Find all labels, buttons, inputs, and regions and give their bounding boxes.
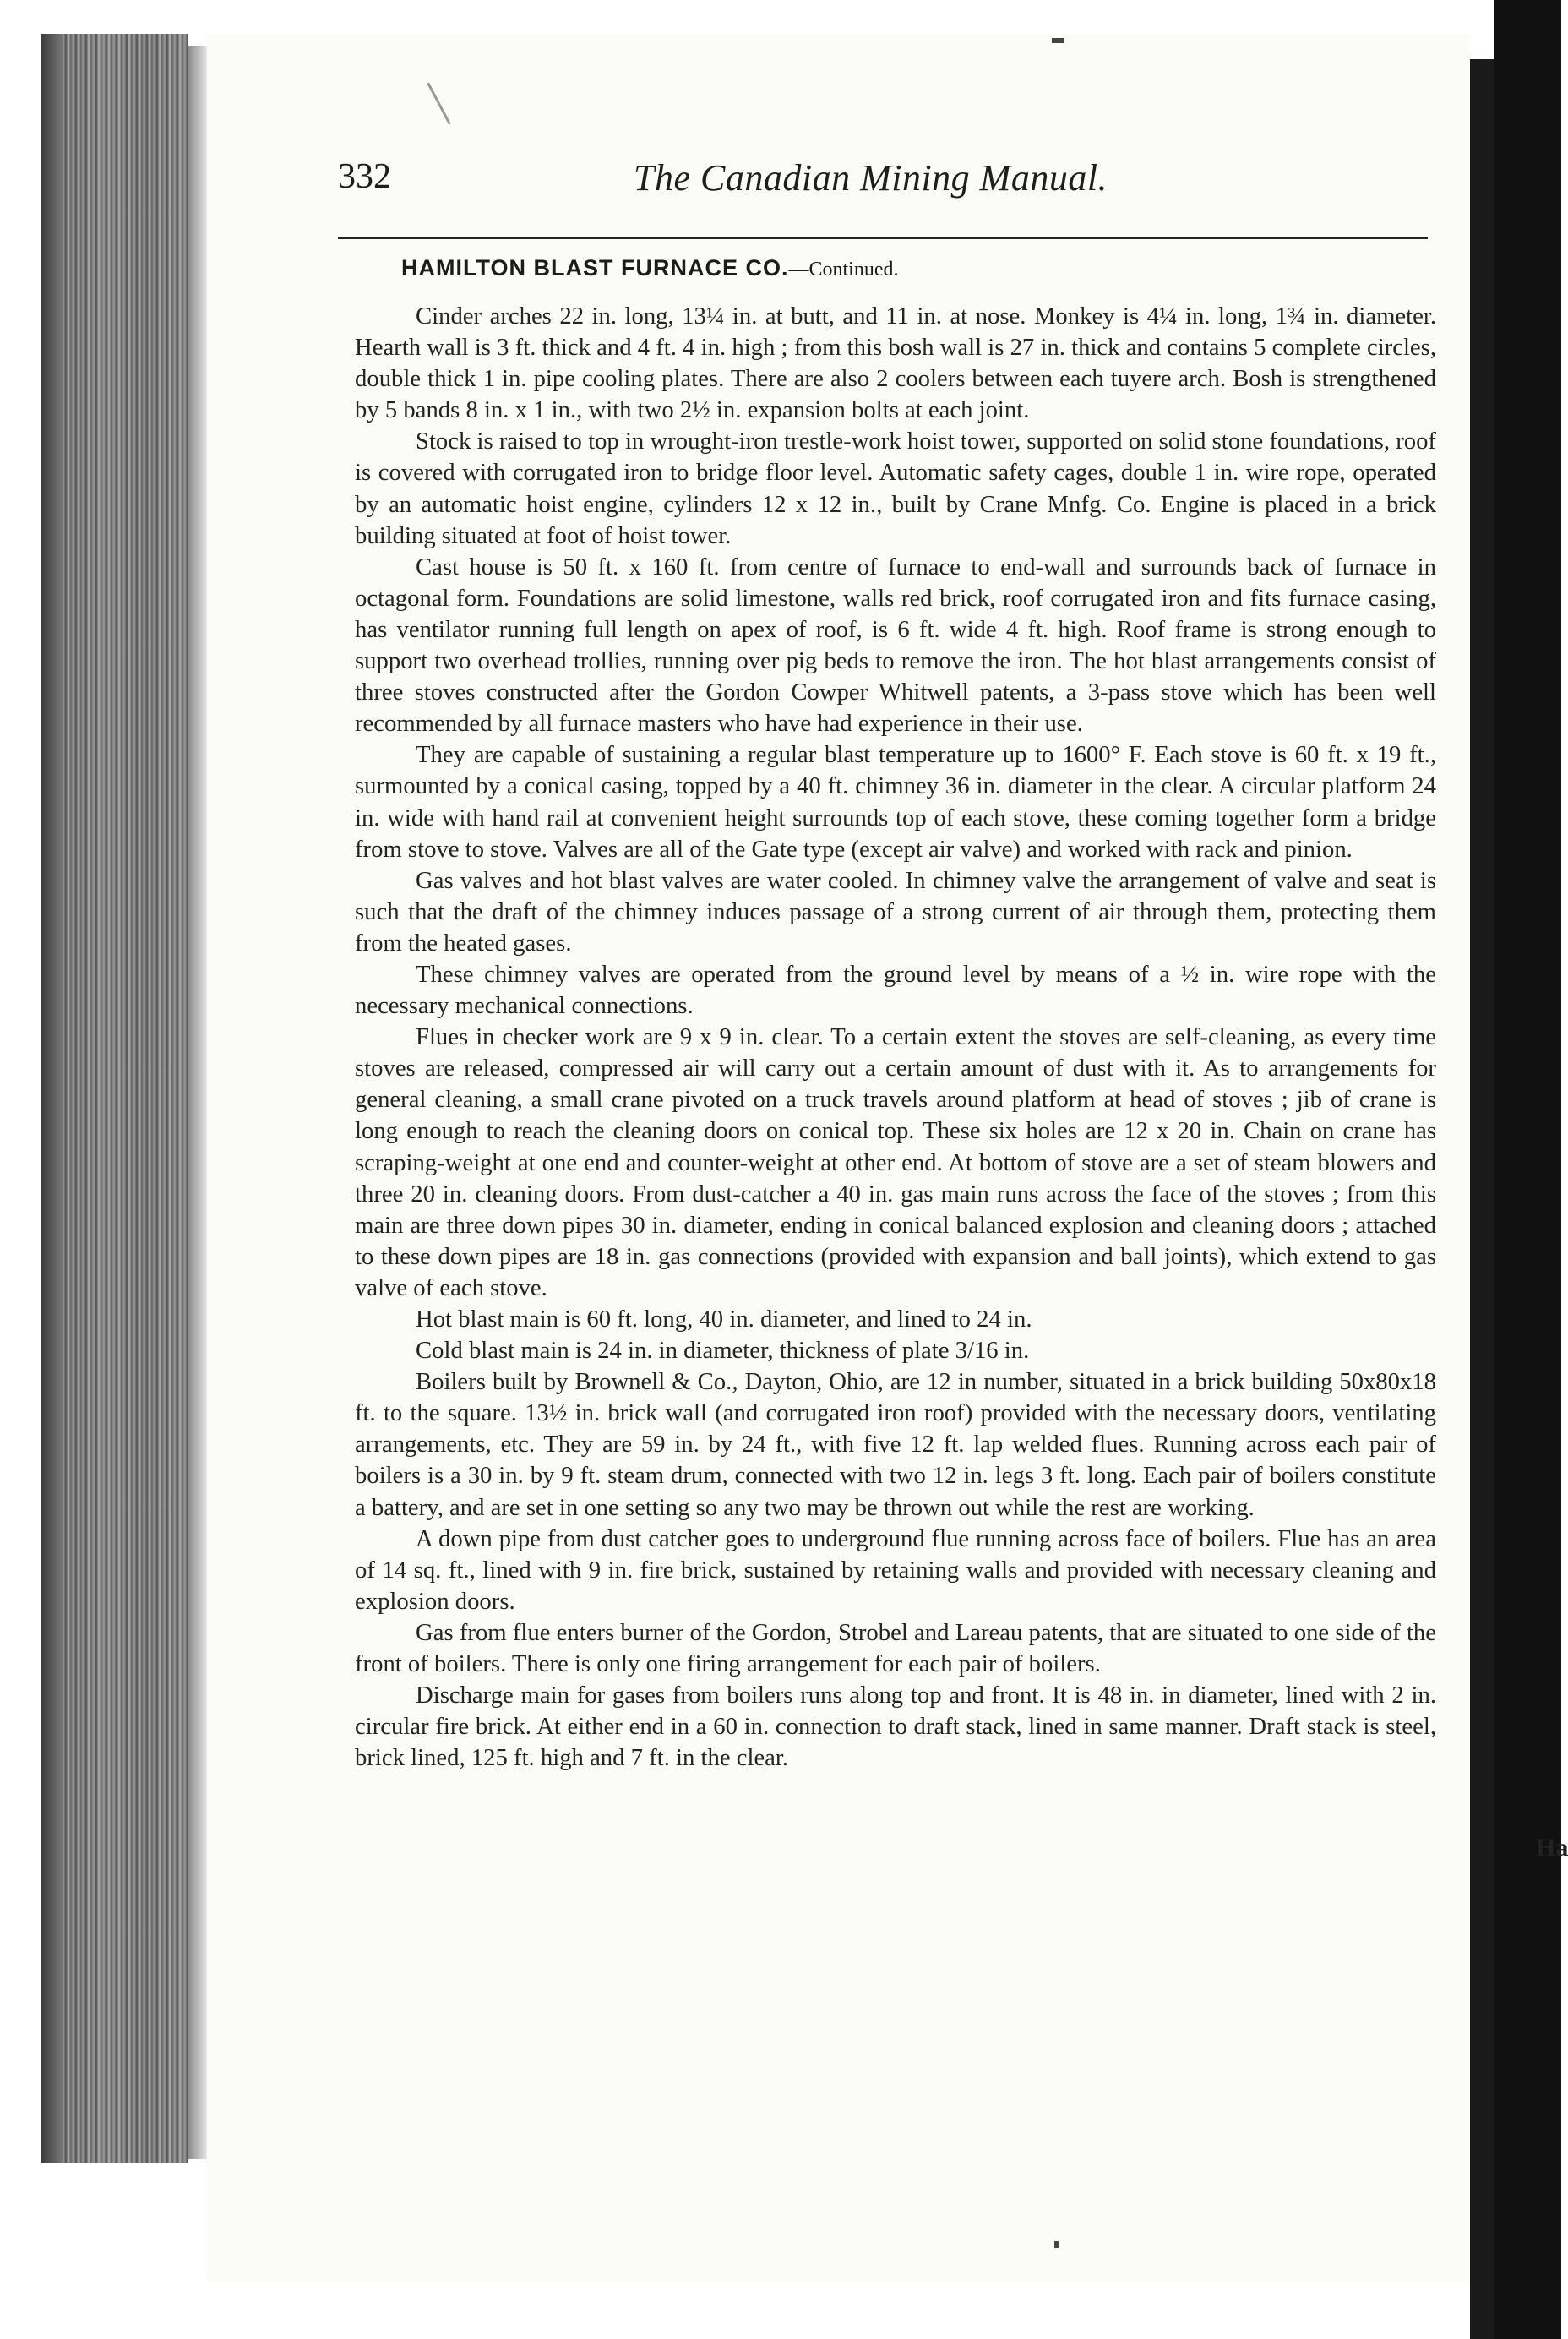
paragraph-flues: Flues in checker work are 9 x 9 in. clear. To a certain extent the stoves are self-cleaning, as every time stoves are released, compressed air will carry out a certain amount of dust with it. As to arrangements for general cleaning, a small crane pivoted on a truck travels around platform at head of stoves ; jib of crane is long enough to reach the cleaning doors on conical top. These six holes are 12 x 20 in. Chain on crane has scraping-weight at one end and counter-weight at other end. At bottom of stove are a set of steam blowers and three 20 in. cleaning doors. From dust-catcher a 40 in. gas main runs across the face of the stoves ; from this main are three down pipes 30 in. diameter, ending in conical balanced explosion and cleaning doors ; attached to these down pipes are 18 in. gas connections (provided with expansion and ball joints), which extend to gas valve of each stove.	[355, 1023, 1436, 1301]
section-heading	[401, 255, 898, 281]
paragraph-stoves: They are capable of sustaining a regular blast temperature up to 1600° F. Each stove is 60 ft. x 19 ft., surmounted by a conical casing, topped by a 40 ft. chimney 36 in. diameter in the clear. A circular platform 24 in. wide with hand rail at convenient height surrounds top of each stove, these coming together form a bridge from stove to stove. Valves are all of the Gate type (except air valve) and worked with rack and pinion.	[355, 741, 1436, 863]
paragraph-chimney-valves: These chimney valves are operated from the ground level by means of a ½ in. wire rope with the necessary mechanical connections.	[355, 960, 1436, 1020]
paragraph-gas-burner: Gas from flue enters burner of the Gordon, Strobel and Lareau patents, that are situated to one side of the front of boilers. There is only one firing arrangement for each pair of boilers.	[355, 1618, 1436, 1678]
scan-background-edge	[1494, 0, 1561, 2339]
company-name: HAMILTON BLAST FURNACE CO.	[401, 255, 789, 281]
paragraph-stock: Stock is raised to top in wrought-iron trestle-work hoist tower, supported on solid stone foundations, roof is covered with corrugated iron to bridge floor level. Automatic safety cages, double 1 in. wire rope, operated by an automatic hoist engine, cylinders 12 x 12 in., built by Crane Mnfg. Co. Engine is placed in a brick building situated at foot of hoist tower.	[355, 428, 1436, 549]
running-title: The Canadian Mining Manual.	[634, 157, 1108, 199]
scan-speck	[1052, 38, 1064, 43]
paragraph-cast-house: Cast house is 50 ft. x 160 ft. from centre of furnace to end-wall and surrounds back of furnace in octagonal form. Foundations are solid limestone, walls red brick, roof corrugated iron and fits furnace casing, has ventilator running full length on apex of roof, is 6 ft. wide 4 ft. high. Roof frame is strong enough to support two overhead trollies, running over pig beds to remove the iron. The hot blast arrangements consist of three stoves constructed after the Gordon Cowper Whitwell patents, a 3-pass stove which has been well recommended by all furnace masters who have had experience in their use.	[355, 553, 1436, 738]
next-page-fragment: Ha	[1536, 1834, 1568, 1862]
paragraph-cinder-arches: Cinder arches 22 in. long, 13¼ in. at butt, and 11 in. at nose. Monkey is 4¼ in. long, 1¾ in. diameter. Hearth wall is 3 ft. thick and 4 ft. 4 in. high ; from this bosh wall is 27 in. thick and contains 5 complete circles, double thick 1 in. pipe cooling plates. There are also 2 coolers between each tuyere arch. Bosh is strengthened by 5 bands 8 in. x 1 in., with two 2½ in. expansion bolts at each joint.	[355, 303, 1436, 424]
paragraph-boilers: Boilers built by Brownell & Co., Dayton, Ohio, are 12 in number, situated in a brick building 50x80x18 ft. to the square. 13½ in. brick wall (and corrugated iron roof) provided with the necessary doors, ventilating arrangements, etc. They are 59 in. by 24 ft., with five 12 ft. lap welded flues. Running across each pair of boilers is a 30 in. by 9 ft. steam drum, connected with two 12 in. legs 3 ft. long. Each pair of boilers constitute a battery, and are set in one setting so any two may be thrown out while the rest are working.	[355, 1368, 1436, 1521]
paragraph-down-pipe: A down pipe from dust catcher goes to underground flue running across face of boilers. Flue has an area of 14 sq. ft., lined with 9 in. fire brick, sustained by retaining walls and provided with necessary cleaning and explosion doors.	[355, 1524, 1436, 1615]
paragraph-gas-valves: Gas valves and hot blast valves are water cooled. In chimney valve the arrangement of valve and seat is such that the draft of the chimney induces passage of a strong current of air through them, protecting them from the heated gases.	[355, 866, 1436, 957]
body-text	[355, 301, 1436, 1774]
scan-speck	[1054, 2241, 1059, 2248]
paragraph-hot-blast-main: Hot blast main is 60 ft. long, 40 in. diameter, and lined to 24 in.	[416, 1306, 1032, 1333]
book-gutter	[188, 46, 207, 2159]
running-head	[338, 156, 1428, 207]
paragraph-cold-blast-main: Cold blast main is 24 in. in diameter, thickness of plate 3/16 in.	[416, 1337, 1030, 1365]
paragraph-discharge-main: Discharge main for gases from boilers runs along top and front. It is 48 in. in diameter, lined with 2 in. circular fire brick. At either end in a 60 in. connection to draft stack, lined in same manner. Draft stack is steel, brick lined, 125 ft. high and 7 ft. in the clear.	[355, 1682, 1436, 1772]
header-rule	[338, 237, 1428, 239]
continued-label: —Continued.	[788, 259, 899, 281]
book-page-edges	[41, 34, 188, 2163]
page-number: 332	[338, 157, 391, 196]
